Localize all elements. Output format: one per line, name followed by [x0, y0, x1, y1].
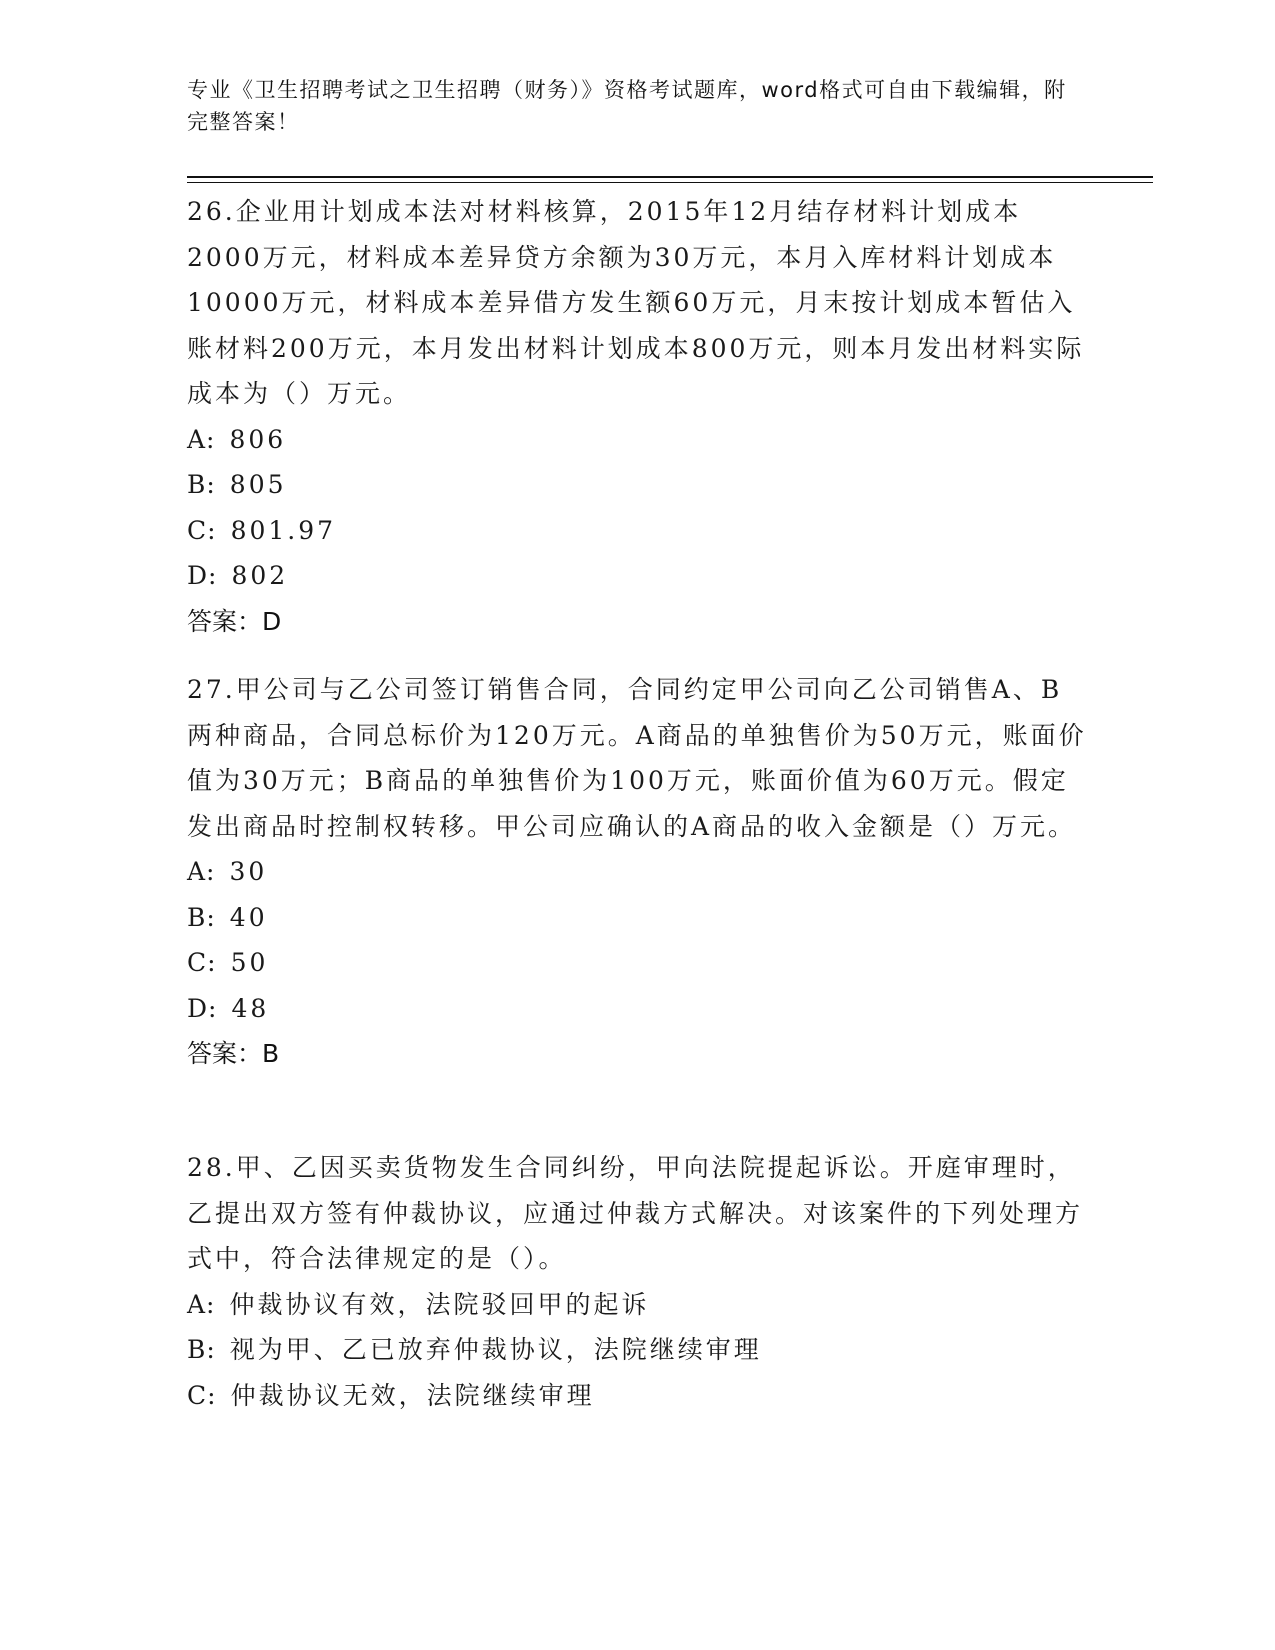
- option-key: A:: [187, 857, 216, 886]
- question-stem: 28.甲、乙因买卖货物发生合同纠纷，甲向法院提起诉讼。开庭审理时，乙提出双方签有仲裁协议，应通过仲裁方式解决。对该案件的下列处理方式中，符合法律规定的是（）。: [187, 1153, 1084, 1273]
- option-key: A:: [187, 1289, 216, 1319]
- header-rule-thin: [187, 182, 1153, 183]
- option-text: 806: [229, 424, 287, 454]
- option-b: [187, 895, 1087, 941]
- option-text: 48: [231, 993, 270, 1023]
- option-c: [187, 940, 1087, 986]
- answer-line: 答案：D: [187, 606, 282, 636]
- option-a: [187, 849, 1087, 895]
- option-a: [187, 417, 1087, 463]
- option-text: 802: [231, 561, 289, 590]
- option-text: 30: [229, 857, 268, 886]
- question-stem: 27.甲公司与乙公司签订销售合同，合同约定甲公司向乙公司销售A、B两种商品，合同总标价为120万元。A商品的单独售价为50万元，账面价值为30万元；B商品的单独售价为100万元，账面价值为60万元。假定发出商品时控制权转移。甲公司应确认的A商品的收入金额是（）万元。: [187, 675, 1087, 841]
- question-26: [187, 189, 1087, 644]
- option-text: 805: [229, 470, 287, 499]
- option-text: 仲裁协议无效，法院继续审理: [230, 1380, 595, 1410]
- option-key: D:: [187, 561, 218, 590]
- option-c: [187, 1373, 1087, 1419]
- option-key: C:: [187, 515, 217, 545]
- option-key: B:: [187, 470, 216, 499]
- option-text: 仲裁协议有效，法院驳回甲的起诉: [229, 1289, 650, 1319]
- option-key: A:: [187, 424, 216, 454]
- option-a: [187, 1282, 1087, 1328]
- option-d: [187, 986, 1087, 1032]
- question-stem: 26.企业用计划成本法对材料核算，2015年12月结存材料计划成本2000万元，材料成本差异贷方余额为30万元，本月入库材料计划成本10000万元，材料成本差异借方发生额60万元，月末按计划成本暂估入账材料200万元，本月发出材料计划成本800万元，则本月发出材料实际成本为（）万元。: [187, 197, 1085, 408]
- option-b: [187, 1327, 1087, 1373]
- option-key: C:: [187, 1380, 217, 1410]
- document-header: 专业《卫生招聘考试之卫生招聘（财务）》资格考试题库，word格式可自由下载编辑，附完整答案！: [187, 78, 1067, 134]
- option-key: B:: [187, 902, 216, 932]
- option-d: [187, 553, 1087, 599]
- option-key: B:: [187, 1335, 216, 1364]
- option-text: 801.97: [230, 515, 337, 545]
- option-key: D:: [187, 993, 218, 1023]
- answer-line: 答案：B: [187, 1039, 280, 1068]
- option-c: [187, 508, 1087, 554]
- option-b: [187, 462, 1087, 508]
- question-27: [187, 667, 1087, 1077]
- option-text: 视为甲、乙已放弃仲裁协议，法院继续审理: [229, 1335, 762, 1364]
- option-key: C:: [187, 948, 217, 977]
- option-text: 40: [229, 902, 268, 932]
- option-text: 50: [230, 948, 269, 977]
- question-28: [187, 1145, 1087, 1418]
- header-rule-thick: [187, 176, 1153, 178]
